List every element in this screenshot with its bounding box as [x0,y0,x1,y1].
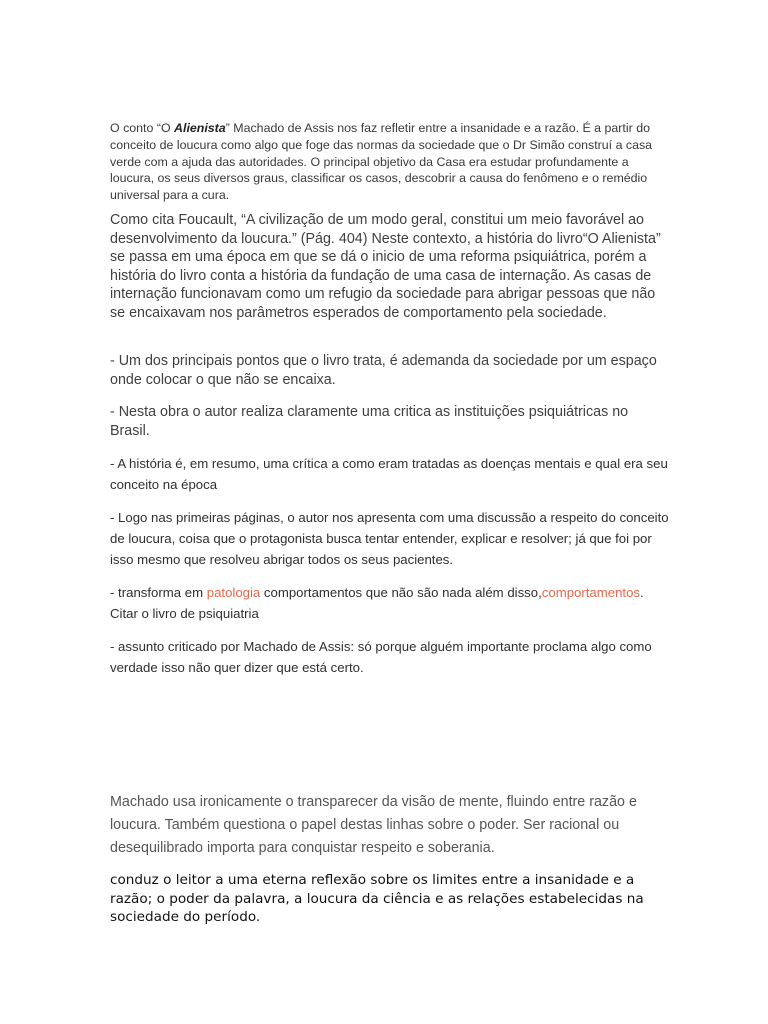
pathology-text-2: comportamentos que não são nada além disso, [260,585,542,600]
paragraph-irony: Machado usa ironicamente o transparecer da visão de mente, fluindo entre razão e loucura. Também questiona o papel destas linhas sobre o poder. Ser racional ou desequilibrado importa para conquistar respeito e soberania. [110,794,637,856]
paragraph-bullet-pathology [110,582,670,624]
pathology-text-1: - transforma em [110,585,207,600]
paragraph-bullet-critique: - Nesta obra o autor realiza claramente uma critica as instituições psiquiátricas no Brasil. [110,404,629,439]
paragraph-bullet-first-pages: - Logo nas primeiras páginas, o autor nos apresenta com uma discussão a respeito do conceito de loucura, coisa que o protagonista busca tentar entender, explicar e resolver; já que foi por isso mesmo que resolveu abrigar todos os seus pacientes. [110,510,669,567]
link-comportamentos[interactable]: comportamentos [541,585,640,600]
paragraph-conclusion: conduz o leitor a uma eterna reflexão sobre os limites entre a insanidade e a razão; o poder da palavra, a loucura da ciência e as relações estabelecidas na sociedade do período. [110,872,644,926]
intro-text-start: O conto “O [110,121,175,135]
paragraph-intro [110,120,670,204]
link-patologia[interactable]: patologia [206,585,261,600]
paragraph-foucault-quote: Como cita Foucault, “A civilização de um modo geral, constitui um meio favorável ao desenvolvimento da loucura.” (Pág. 404) Neste contexto, a história do livro“O Alienista” se passa em uma época em que se dá o inicio de uma reforma psiquiátrica, porém a história do livro conta a história da fundação de uma casa de internação. As casas de internação funcionavam como um refugio da sociedade para abrigar pessoas que não se encaixavam nos parâmetros esperados de comportamento pela sociedade. [110,212,661,321]
intro-text-rest: ” Machado de Assis nos faz refletir entre a insanidade e a razão. É a partir do conceito de loucura como algo que foge das normas da sociedade que o Dr Simão construí a casa verde com a ajuda das autoridades. O principal objetivo da Casa era estudar profundamente a loucura, os seus diversos graus, classificar os casos, descobrir a causa do fenômeno e o remédio universal para a cura. [110,121,653,203]
paragraph-bullet-authority: - assunto criticado por Machado de Assis: só porque alguém importante proclama algo como verdade isso não quer dizer que está certo. [110,639,652,675]
paragraph-bullet-summary: - A história é, em resumo, uma crítica a como eram tratadas as doenças mentais e qual era seu conceito na época [110,456,668,492]
paragraph-bullet-main-point: - Um dos principais pontos que o livro trata, é ademanda da sociedade por um espaço onde colocar o que não se encaixa. [110,353,657,388]
book-title-italic: Alienista [174,121,226,135]
pathology-text-3: . Citar o livro de psiquiatria [110,585,644,621]
